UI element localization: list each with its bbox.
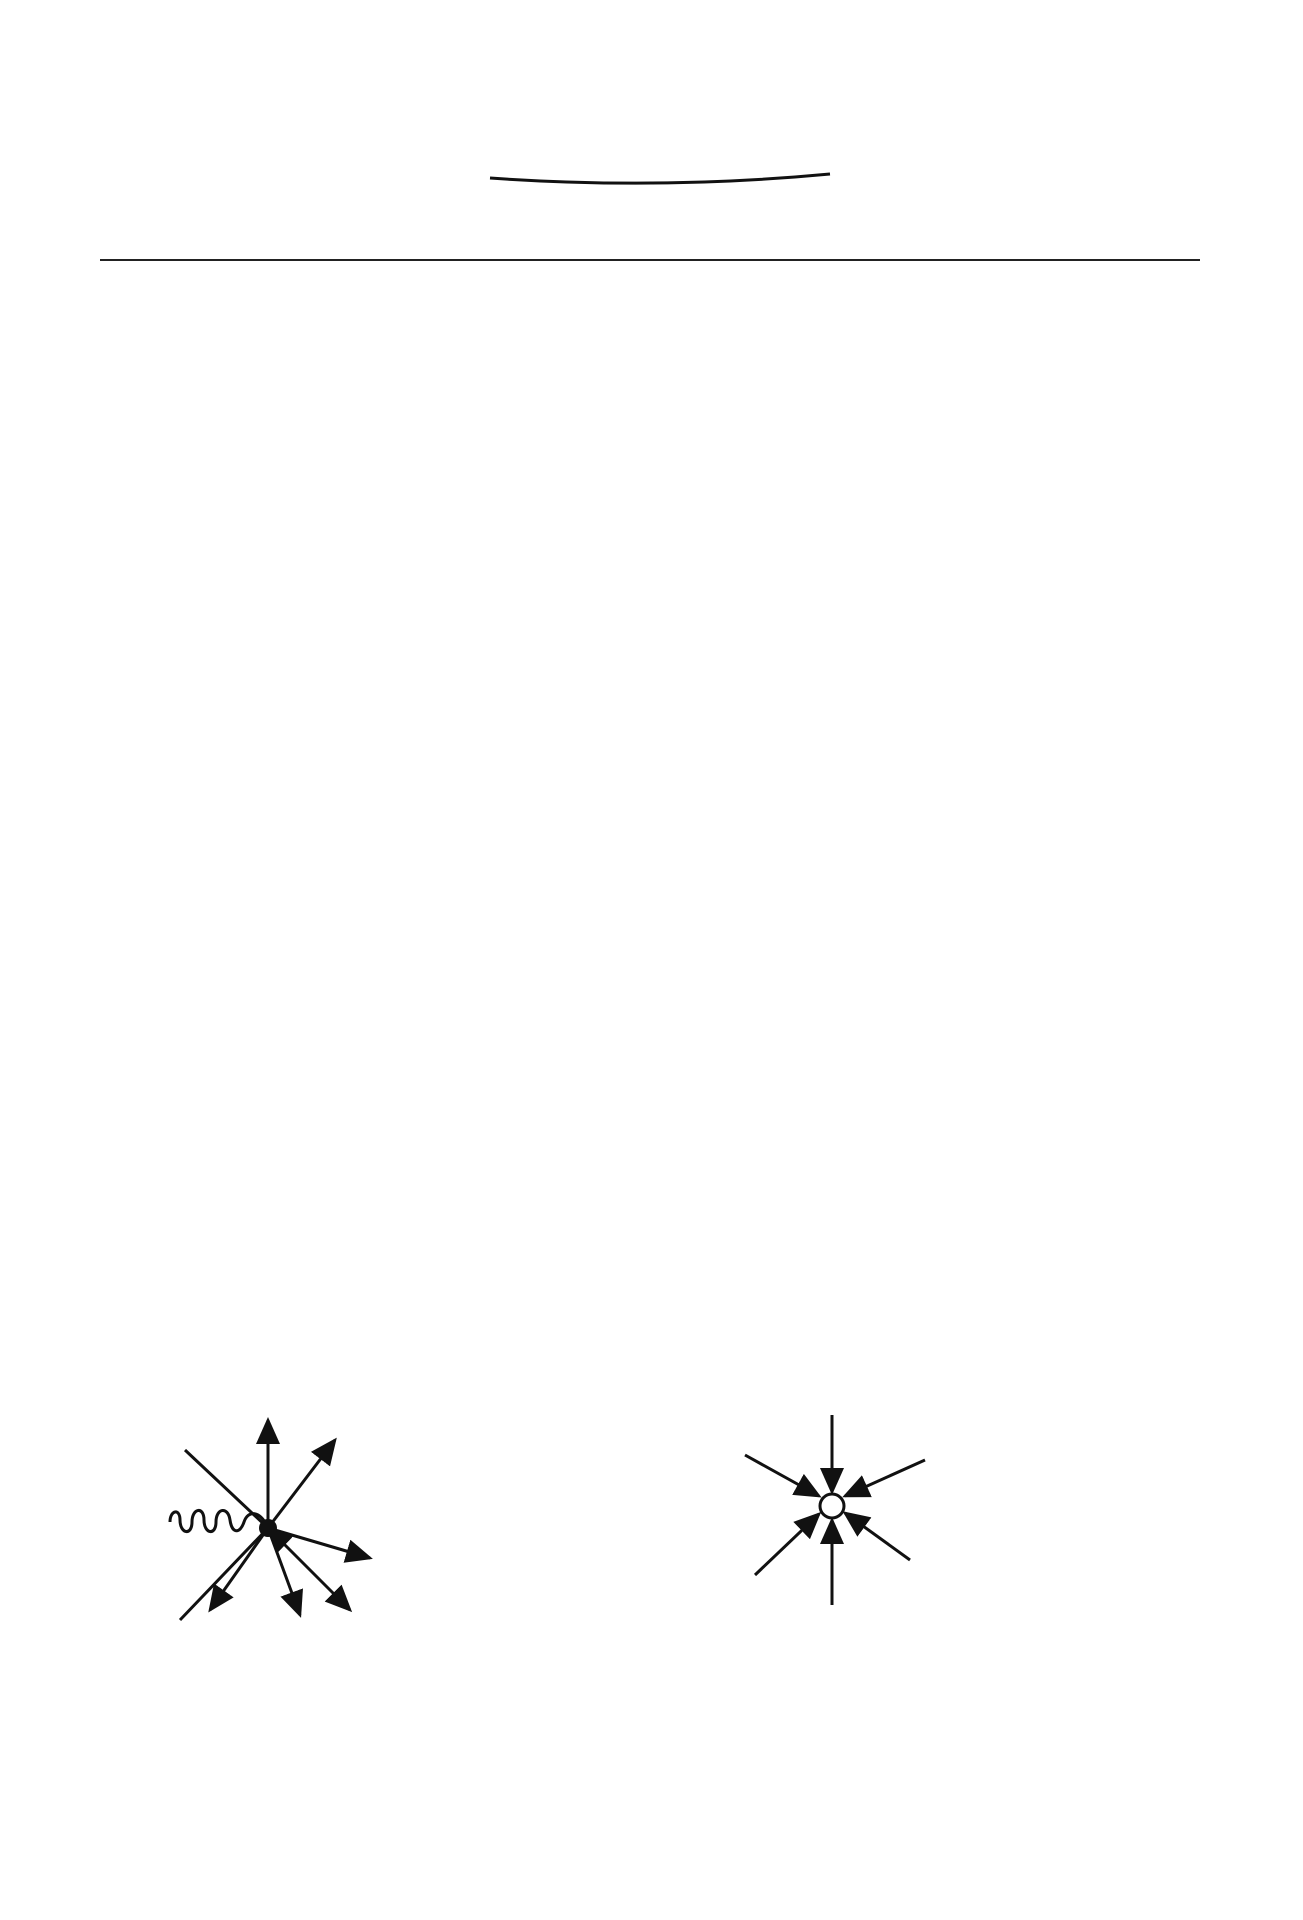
love-plus-diagram: [140, 1410, 380, 1630]
header-rule: [100, 259, 1200, 261]
basmala-calligraphy: [480, 108, 840, 194]
love-minus-diagram: [735, 1410, 935, 1610]
